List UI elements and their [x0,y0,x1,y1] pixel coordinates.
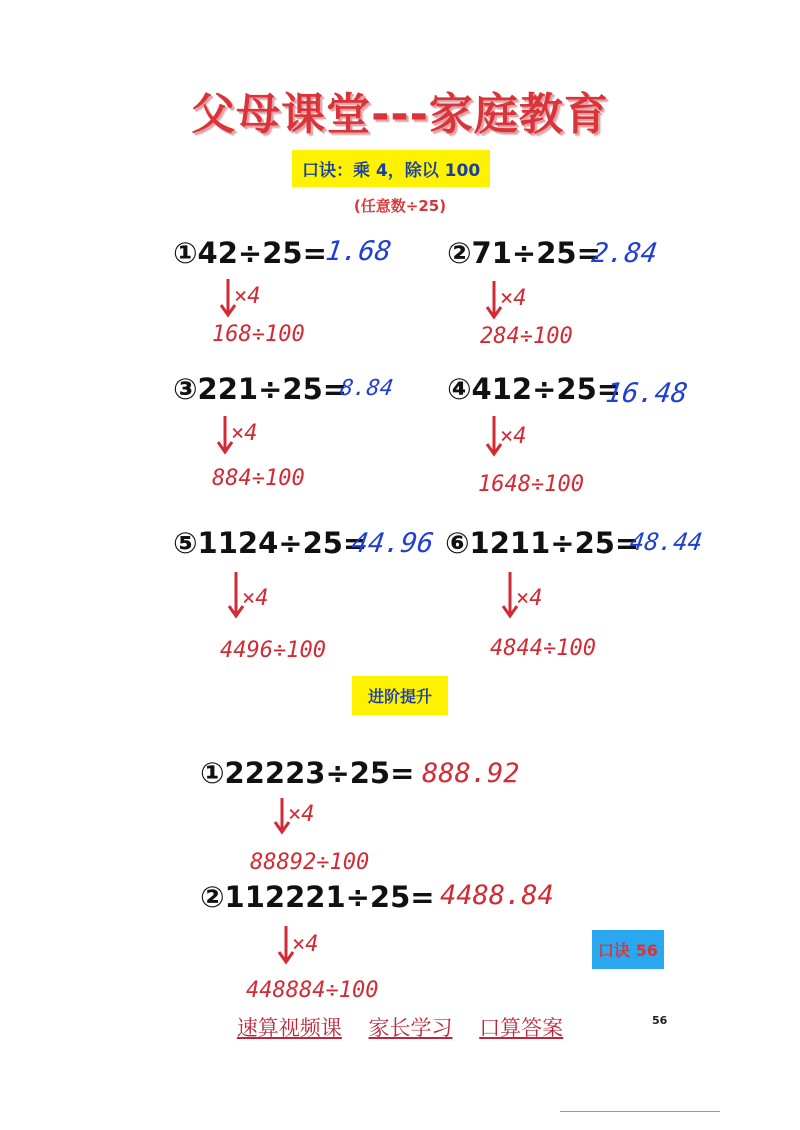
answer-5: 44.96 [349,528,436,559]
problem-6: ⑥1211÷25= [445,526,640,560]
advanced-step-1: 88892÷100 [250,850,370,875]
mnemonic-badge: 口诀 56 [592,930,664,969]
rule-note: (任意数÷25) [353,197,447,215]
advanced-header [0,676,800,715]
advanced-label: 进阶提升 [352,676,448,715]
footer-link-answers[interactable]: 口算答案 [479,1016,564,1040]
step-5: 4496÷100 [220,638,326,663]
advanced-problem-1: ①22223÷25= [200,756,415,790]
page-title: 父母课堂---家庭教育 [191,89,609,140]
multiplier-label: ×4 [288,802,315,827]
advanced-answer-2: 4488.84 [440,880,554,911]
page-number: 56 [652,1014,668,1027]
advanced-step-2: 448884÷100 [246,978,379,1003]
divider [560,1111,720,1112]
answer-2: 2.84 [589,238,660,269]
answer-6: 48.44 [628,528,705,556]
problem-2: ②71÷25= [447,236,601,270]
multiplier-label: ×4 [500,286,527,311]
multiplier-label: ×4 [234,284,261,309]
problem-4: ④412÷25= [447,372,622,406]
advanced-problem-2: ②112221÷25= [200,880,435,914]
step-6: 4844÷100 [490,636,596,661]
answer-3: 8.84 [338,376,395,401]
problem-3: ③221÷25= [173,372,348,406]
step-4: 1648÷100 [478,472,584,497]
advanced-answer-1: 888.92 [422,758,520,789]
footer-links [0,1012,800,1042]
footer-link-video-course[interactable]: 速算视频课 [236,1016,342,1040]
footer-link-parent-study[interactable]: 家长学习 [368,1016,453,1040]
mnemonic-box: 口诀：乘 4，除以 100 [292,150,490,187]
problem-5: ⑤1124÷25= [173,526,368,560]
step-1: 168÷100 [212,322,305,347]
step-3: 884÷100 [212,466,305,491]
multiplier-label: ×4 [500,424,527,449]
multiplier-label: ×4 [516,586,543,611]
multiplier-label: ×4 [292,932,319,957]
answer-4: 16.48 [603,378,690,409]
step-2: 284÷100 [480,324,573,349]
answer-1: 1.68 [323,236,394,267]
multiplier-label: ×4 [242,586,269,611]
problem-1: ①42÷25= [173,236,327,270]
multiplier-label: ×4 [231,421,258,446]
